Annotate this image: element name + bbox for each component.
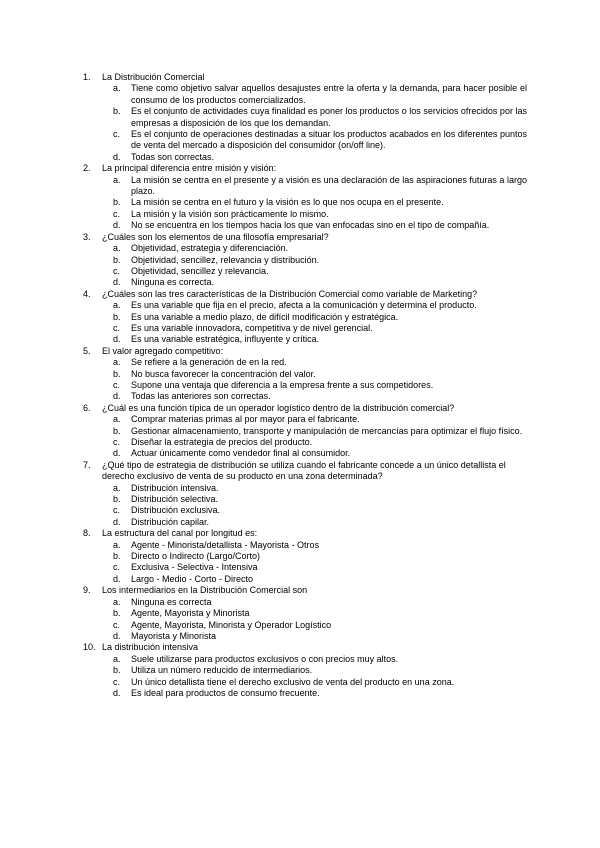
answer-option <box>102 243 527 254</box>
option-letter: b. <box>113 197 121 208</box>
option-letter: a. <box>113 482 121 493</box>
answer-option <box>102 483 527 494</box>
question-text: El valor agregado competitivo: <box>102 345 224 356</box>
option-text: Agente, Mayorista y Minorista <box>131 608 250 619</box>
answer-option <box>102 255 527 266</box>
question-number: 8. <box>83 528 91 539</box>
answer-option <box>102 197 527 208</box>
option-text: Utiliza un número reducido de intermediarios. <box>131 665 313 676</box>
option-letter: c. <box>113 619 121 630</box>
option-letter: a. <box>113 414 121 425</box>
question-text: La Distribución Comercial <box>102 72 205 82</box>
question-number: 9. <box>83 585 91 596</box>
answer-option <box>102 437 527 448</box>
option-list <box>102 243 527 289</box>
question-item <box>83 232 527 289</box>
option-letter: d. <box>113 573 121 584</box>
option-letter: b. <box>113 311 121 322</box>
answer-option <box>102 209 527 220</box>
answer-option <box>102 448 527 459</box>
question-number: 10. <box>83 642 96 653</box>
option-text: Comprar materias primas al por mayor para el fabricante. <box>131 414 360 425</box>
answer-option <box>102 391 527 402</box>
option-letter: d. <box>113 220 121 231</box>
question-text: ¿Qué tipo de estrategia de distribución se utiliza cuando el fabricante concede a un único detallista el derecho exclusivo de venta de su producto en una zona determinada? <box>102 459 506 482</box>
option-letter: b. <box>113 551 121 562</box>
option-text: Ninguna es correcta. <box>131 277 215 288</box>
question-item <box>83 403 527 460</box>
option-list <box>102 540 527 586</box>
option-text: La misión y la visión son prácticamente lo mismo. <box>131 208 329 219</box>
question-number: 6. <box>83 402 91 413</box>
answer-option <box>102 654 527 665</box>
option-text: No se encuentra en los tiempos hacia los que van enfocadas sino en el tipo de compañía. <box>131 220 490 231</box>
option-list <box>102 175 527 232</box>
option-letter: c. <box>113 129 121 140</box>
option-text: Suele utilizarse para productos exclusivos o con precios muy altos. <box>131 653 399 664</box>
option-list <box>102 414 527 460</box>
option-text: Agente, Mayorista, Minorista y Operador Logístico <box>131 619 332 630</box>
answer-option <box>102 574 527 585</box>
answer-option <box>102 505 527 516</box>
question-number: 5. <box>83 345 91 356</box>
question-item <box>83 585 527 642</box>
question-list <box>83 72 527 699</box>
option-letter: c. <box>113 208 121 219</box>
option-letter: d. <box>113 448 121 459</box>
option-letter: d. <box>113 151 121 162</box>
option-letter: a. <box>113 596 121 607</box>
option-text: Gestionar almacenamiento, transporte y manipulación de mercancías para optimizar el flujo físico. <box>131 425 523 436</box>
option-letter: d. <box>113 277 121 288</box>
option-text: Directo o Indirecto (Largo/Corto) <box>131 551 261 562</box>
option-letter: c. <box>113 505 121 516</box>
option-text: Objetividad, sencillez, relevancia y distribución. <box>131 254 320 265</box>
question-number: 4. <box>83 288 91 299</box>
option-letter: a. <box>113 653 121 664</box>
option-text: Exclusiva - Selectiva - Intensiva <box>131 562 258 573</box>
option-list <box>102 654 527 700</box>
option-letter: c. <box>113 265 121 276</box>
option-text: La misión se centra en el futuro y la visión es lo que nos ocupa en el presente. <box>131 197 444 208</box>
answer-option <box>102 562 527 573</box>
answer-option <box>102 357 527 368</box>
option-list <box>102 597 527 643</box>
option-text: La misión se centra en el presente y a visión es una declaración de las aspiraciones futuras a largo plazo. <box>131 174 527 197</box>
option-text: Supone una ventaja que diferencia a la empresa frente a sus competidores. <box>131 379 434 390</box>
option-letter: d. <box>113 334 121 345</box>
option-text: Es el conjunto de actividades cuya finalidad es poner los productos o los servicios ofrecidos por las empresas a disposición de los que los demandan. <box>131 106 527 128</box>
option-text: Diseñar la estrategia de precios del producto. <box>131 437 313 447</box>
question-text: ¿Cuáles son los elementos de una filosofía empresarial? <box>102 231 329 242</box>
option-text: Es ideal para productos de consumo frecuente. <box>131 687 320 698</box>
option-text: Largo - Medio - Corto - Directo <box>131 573 254 584</box>
answer-option <box>102 665 527 676</box>
question-text: La principal diferencia entre misión y visión: <box>102 163 277 174</box>
option-letter: c. <box>113 562 121 573</box>
answer-option <box>102 494 527 505</box>
answer-option <box>102 220 527 231</box>
answer-option <box>102 688 527 699</box>
option-text: Ninguna es correcta <box>131 596 212 607</box>
question-item <box>83 346 527 403</box>
option-text: Es una variable que fija en el precio, afecta a la comunicación y determina el producto. <box>131 300 477 311</box>
option-letter: b. <box>113 368 121 379</box>
option-text: Mayorista y Minorista <box>131 630 217 641</box>
option-text: Un único detallista tiene el derecho exclusivo de venta del producto en una zona. <box>131 676 455 687</box>
option-text: Todas son correctas. <box>131 151 215 162</box>
option-text: Se refiere a la generación de en la red. <box>131 357 287 368</box>
answer-option <box>102 551 527 562</box>
answer-option <box>102 334 527 345</box>
answer-option <box>102 277 527 288</box>
option-letter: b. <box>113 425 121 436</box>
answer-option <box>102 380 527 391</box>
answer-option <box>102 83 527 106</box>
question-text: ¿Cuáles son las tres características de la Distribución Comercial como variable de Marketing? <box>102 288 478 299</box>
question-item <box>83 72 527 163</box>
option-letter: d. <box>113 687 121 698</box>
answer-option <box>102 106 527 129</box>
option-letter: c. <box>113 676 121 687</box>
option-text: No busca favorecer la concentración del valor. <box>131 368 316 379</box>
option-letter: c. <box>113 379 121 390</box>
option-list <box>102 483 527 529</box>
answer-option <box>102 608 527 619</box>
option-letter: a. <box>113 83 121 94</box>
answer-option <box>102 426 527 437</box>
question-item <box>83 289 527 346</box>
option-letter: a. <box>113 243 121 254</box>
option-letter: c. <box>113 437 121 447</box>
answer-option <box>102 620 527 631</box>
question-item <box>83 642 527 699</box>
option-letter: d. <box>113 630 121 641</box>
answer-option <box>102 597 527 608</box>
answer-option <box>102 129 527 152</box>
question-text: Los intermediarios en la Distribución Comercial son <box>102 585 308 596</box>
question-number: 3. <box>83 231 91 242</box>
option-letter: d. <box>113 391 121 402</box>
answer-option <box>102 631 527 642</box>
question-text: ¿Cuál es una función típica de un operador logístico dentro de la distribución comercial? <box>102 402 455 413</box>
option-letter: b. <box>113 665 121 676</box>
option-text: Objetividad, estrategia y diferenciación. <box>131 243 289 254</box>
option-letter: a. <box>113 174 121 185</box>
option-letter: b. <box>113 254 121 265</box>
question-item <box>83 163 527 231</box>
answer-option <box>102 677 527 688</box>
option-letter: c. <box>113 322 121 333</box>
answer-option <box>102 300 527 311</box>
option-text: Tiene como objetivo salvar aquellos desajustes entre la oferta y la demanda, para hacer posible el consumo de los productos comercializados. <box>131 83 527 105</box>
question-text: La estructura del canal por longitud es: <box>102 528 258 539</box>
option-text: Es una variable innovadora, competitiva y de nivel gerencial. <box>131 322 373 333</box>
option-text: Objetividad, sencillez y relevancia. <box>131 265 269 276</box>
answer-option <box>102 323 527 334</box>
question-item <box>83 528 527 585</box>
option-letter: a. <box>113 300 121 311</box>
option-letter: d. <box>113 516 121 527</box>
answer-option <box>102 152 527 163</box>
option-text: Distribución intensiva. <box>131 482 219 493</box>
option-text: Distribución capilar. <box>131 516 210 527</box>
answer-option <box>102 369 527 380</box>
option-text: Agente - Minorista/detallista - Mayorista - Otros <box>131 539 320 550</box>
option-text: Actuar únicamente como vendedor final al consumidor. <box>131 448 351 459</box>
option-list <box>102 300 527 346</box>
question-text: La distribución intensiva <box>102 642 199 653</box>
answer-option <box>102 175 527 198</box>
question-number: 7. <box>83 459 91 470</box>
option-list <box>102 357 527 403</box>
option-text: Es una variable estratégica, influyente y crítica. <box>131 334 320 345</box>
option-letter: b. <box>113 494 121 505</box>
answer-option <box>102 266 527 277</box>
option-list <box>102 83 527 163</box>
question-number: 1. <box>83 72 91 82</box>
option-text: Es una variable a medio plazo, de difícil modificación y estratégica. <box>131 311 399 322</box>
option-letter: a. <box>113 357 121 368</box>
question-item <box>83 460 527 528</box>
answer-option <box>102 517 527 528</box>
answer-option <box>102 312 527 323</box>
option-text: Todas las anteriores son correctas. <box>131 391 271 402</box>
answer-option <box>102 540 527 551</box>
option-text: Es el conjunto de operaciones destinadas a situar los productos acabados en los diferentes puntos de venta del mercado a disposición del consumidor (on/off line). <box>131 129 527 151</box>
answer-option <box>102 414 527 425</box>
question-number: 2. <box>83 163 91 174</box>
option-text: Distribución selectiva. <box>131 494 219 505</box>
option-letter: b. <box>113 608 121 619</box>
option-letter: b. <box>113 106 121 117</box>
option-letter: a. <box>113 539 121 550</box>
option-text: Distribución exclusiva. <box>131 505 221 516</box>
